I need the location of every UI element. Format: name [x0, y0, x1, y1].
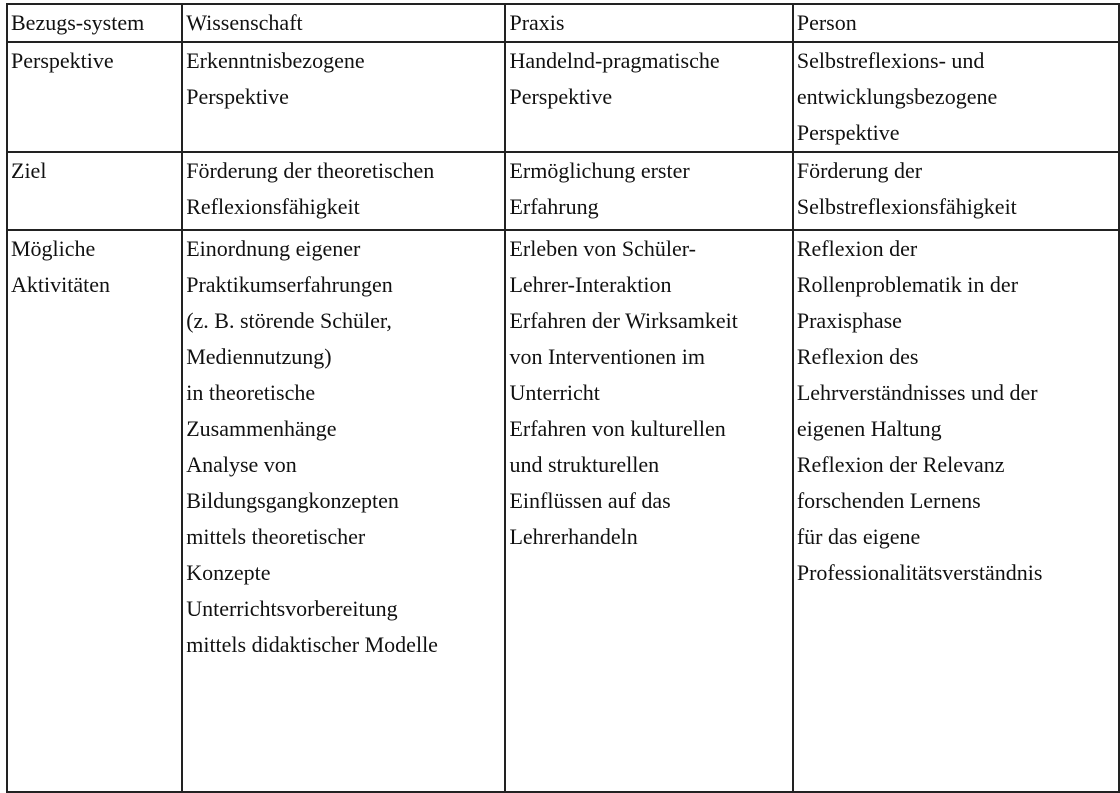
cell-text-line: von Interventionen im [509, 344, 705, 369]
table-cell [182, 42, 505, 152]
header-cell-praxis: Praxis [505, 4, 792, 42]
cell-text-line: Reflexion des [796, 344, 919, 369]
header-cell-bezugssystem: Bezugs-system [7, 4, 182, 42]
table-cell [793, 230, 1119, 792]
cell-text-line: Einordnung eigener [186, 236, 361, 261]
cell-text-line: Rollenproblematik in der [796, 272, 1019, 297]
cell-text-line: Ziel [11, 158, 47, 183]
cell-text-line: Selbstreflexions- und [796, 48, 985, 73]
cell-text-line: Reflexionsfähigkeit [186, 194, 360, 219]
cell-text-line: in theoretische [186, 380, 316, 405]
row-label-cell [7, 152, 182, 230]
cell-text-line: Unterrichtsvorbereitung [186, 596, 398, 621]
row-label-cell [7, 230, 182, 792]
cell-text-line: Lehrer-Interaktion [509, 272, 672, 297]
cell-text-line: Praktikumserfahrungen [186, 272, 393, 297]
cell-text-line: Erleben von Schüler- [509, 236, 696, 261]
cell-text-line: eigenen Haltung [796, 416, 942, 441]
cell-text-line: Bildungsgangkonzepten [186, 488, 399, 513]
table-cell [505, 42, 792, 152]
table-cell [182, 230, 505, 792]
cell-text-line: Mögliche [11, 236, 96, 261]
cell-text-line: Lehrverständnisses und der [796, 380, 1038, 405]
cell-text-line: Praxisphase [796, 308, 902, 333]
cell-text-line: mittels theoretischer [186, 524, 366, 549]
cell-text-line: Perspektive [509, 84, 613, 109]
cell-text-line: forschenden Lernens [796, 488, 981, 513]
cell-text-line: (z. B. störende Schüler, [186, 308, 392, 333]
cell-text-line: Förderung der theoretischen [186, 158, 435, 183]
table-cell [793, 152, 1119, 230]
cell-text-line: Förderung der [796, 158, 923, 183]
cell-text-line: Professionalitätsverständnis [796, 560, 1043, 585]
cell-text-line: mittels didaktischer Modelle [186, 632, 438, 657]
cell-text-line: Mediennutzung) [186, 344, 332, 369]
cell-text-line: Zusammenhänge [186, 416, 337, 441]
table-cell [505, 230, 792, 792]
cell-text-line: Erkenntnisbezogene [186, 48, 365, 73]
cell-text-line: entwicklungsbezogene [796, 84, 998, 109]
cell-text-line: Erfahren der Wirksamkeit [509, 308, 738, 333]
table-cell [505, 152, 792, 230]
cell-text-line: und strukturellen [509, 452, 660, 477]
cell-text-line: Perspektive [11, 48, 114, 73]
cell-text-line: Konzepte [186, 560, 271, 585]
header-cell-wissenschaft: Wissenschaft [182, 4, 505, 42]
table-row-ziel [7, 152, 1119, 230]
header-row [7, 4, 1119, 42]
reference-system-table [6, 3, 1120, 793]
cell-text-line: Selbstreflexionsfähigkeit [796, 194, 1017, 219]
cell-text-line: für das eigene [796, 524, 921, 549]
cell-text-line: Reflexion der Relevanz [796, 452, 1005, 477]
table-cell [182, 152, 505, 230]
table-row-perspektive [7, 42, 1119, 152]
cell-text-line: Perspektive [186, 84, 289, 109]
row-label-cell [7, 42, 182, 152]
cell-text-line: Aktivitäten [11, 272, 110, 297]
cell-text-line: Handelnd-pragmatische [509, 48, 720, 73]
cell-text-line: Lehrerhandeln [509, 524, 638, 549]
cell-text-line: Perspektive [796, 120, 900, 145]
cell-text-line: Reflexion der [796, 236, 918, 261]
cell-text-line: Analyse von [186, 452, 297, 477]
cell-text-line: Unterricht [509, 380, 600, 405]
table-row-moegliche-aktivitaeten [7, 230, 1119, 792]
cell-text-line: Ermöglichung erster [509, 158, 690, 183]
table-cell [793, 42, 1119, 152]
header-cell-person: Person [793, 4, 1119, 42]
cell-text-line: Einflüssen auf das [509, 488, 671, 513]
cell-text-line: Erfahren von kulturellen [509, 416, 726, 441]
cell-text-line: Erfahrung [509, 194, 599, 219]
